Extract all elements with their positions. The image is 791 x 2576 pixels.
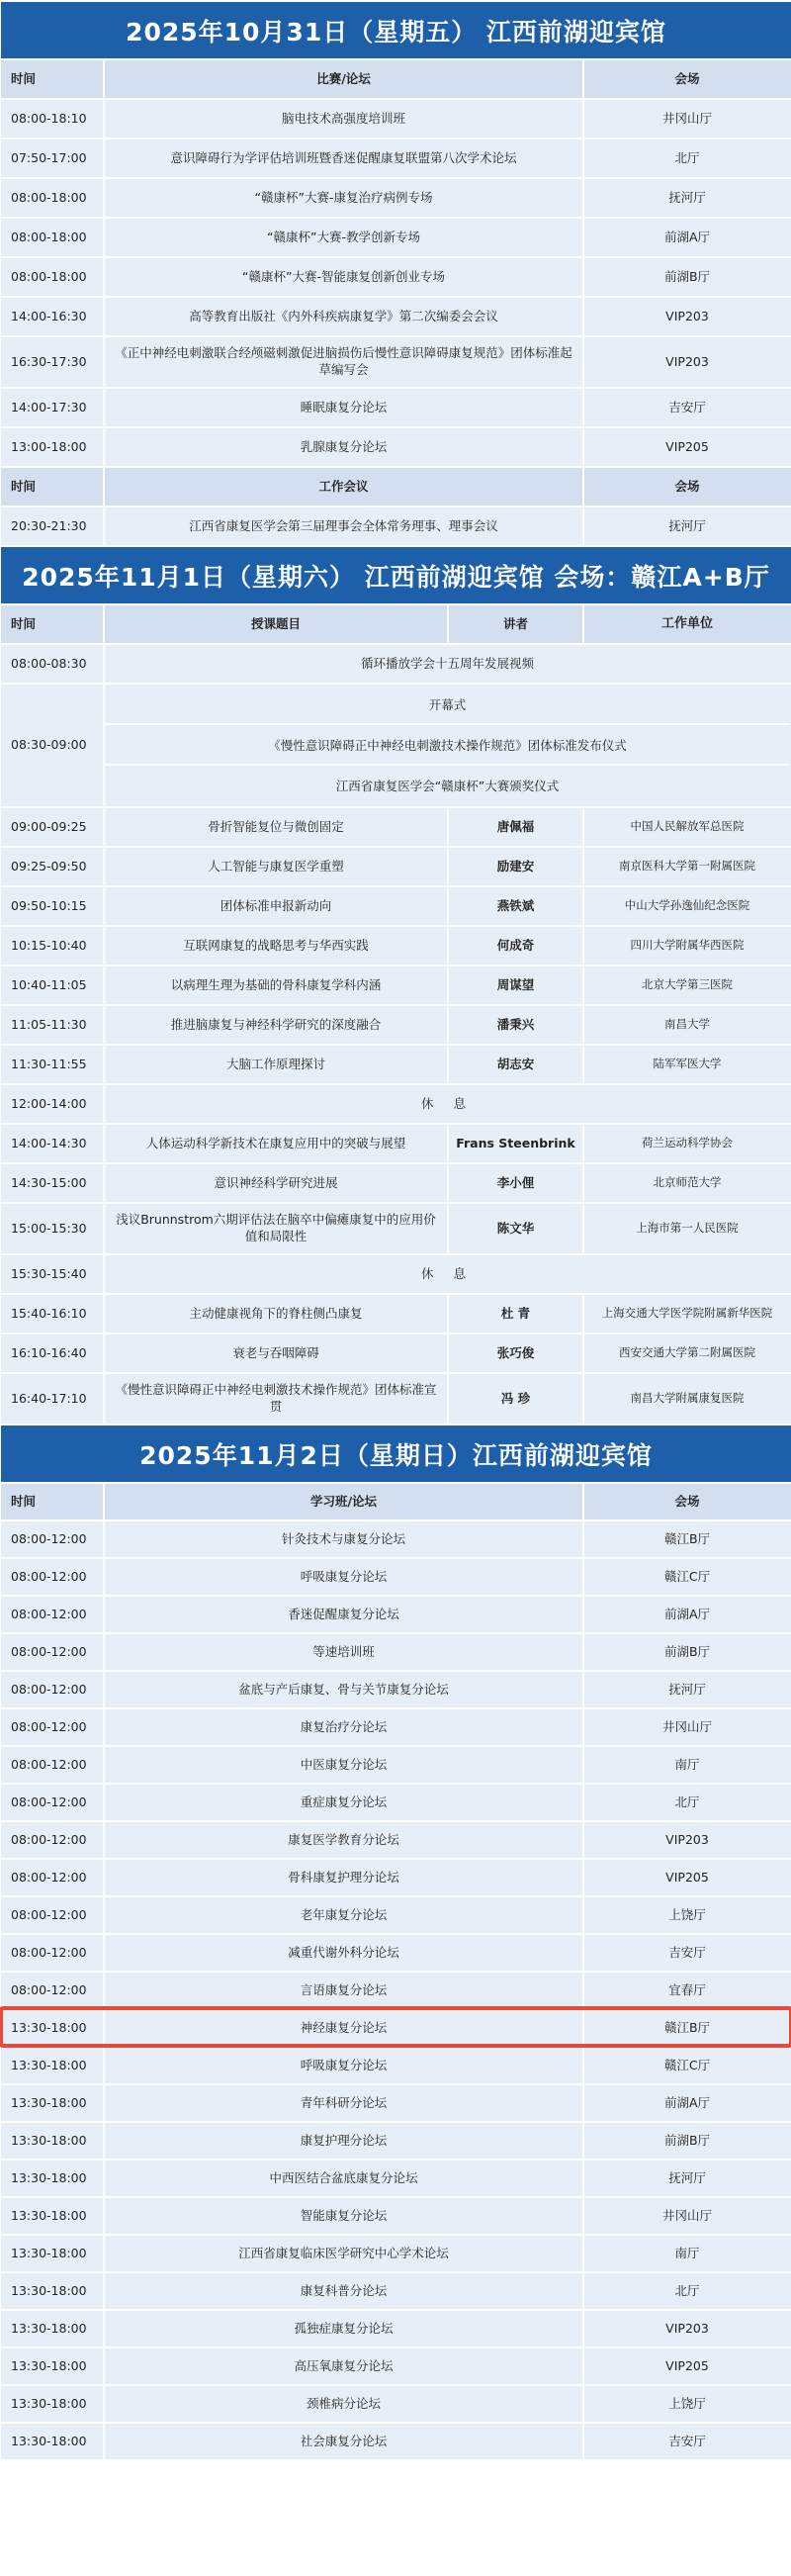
table-row [1,1670,791,1707]
row-time: 13:30-18:00 [1,2311,105,2346]
group-item: 江西省康复医学会“赣康杯”大赛颁奖仪式 [105,764,790,804]
row-venue: 北厅 [674,149,700,165]
header2-main: 工作会议 [105,468,584,506]
day3-rows [1,1519,791,2459]
row-time: 13:30-18:00 [1,2048,105,2083]
row-time: 08:00-12:00 [1,1521,105,1557]
row-time: 07:50-17:00 [1,139,105,177]
row-speaker: 燕铁斌 [449,887,584,925]
row-org: 荷兰运动科学协会 [642,1136,733,1150]
day1-header2-row [1,466,791,506]
row-topic: 人体运动科学新技术在康复应用中的突破与展望 [105,1125,449,1162]
table-row [1,1632,791,1670]
table-row [1,1820,791,1858]
row-time: 14:00-16:30 [1,298,105,335]
row-time: 11:30-11:55 [1,1046,105,1083]
day1-header-row [1,58,791,98]
row-time: 08:00-12:00 [1,1747,105,1783]
row-venue: 前湖B厅 [663,268,711,284]
table-row [1,1933,791,1971]
row-time: 09:50-10:15 [1,887,105,925]
row-time: 13:30-18:00 [1,2386,105,2422]
table-row [1,98,791,138]
row-time: 10:40-11:05 [1,966,105,1004]
header-venue: 会场 [674,1493,700,1509]
row-time: 08:00-12:00 [1,1597,105,1632]
row-speaker: 杜 青 [449,1295,584,1333]
row-org: 中国人民解放军总医院 [630,819,745,834]
row-topic: 以病理生理为基础的骨科康复学科内涵 [105,966,449,1004]
table-row [1,1783,791,1820]
row-title: 智能康复分论坛 [105,2198,584,2234]
table-row [1,1162,791,1202]
table-row [1,885,791,925]
day1-rows2 [1,506,791,545]
group-item: 《慢性意识障碍正中神经电刺激技术操作规范》团体标准发布仪式 [105,723,790,764]
row-venue: 赣江B厅 [663,1530,711,1546]
table-row [1,1044,791,1083]
row-org: 北京师范大学 [653,1175,722,1190]
row-venue: VIP203 [665,353,709,369]
row-title: 江西省康复临床医学研究中心学术论坛 [105,2236,584,2271]
day2-rows-c [1,1293,791,1424]
table-row [1,1745,791,1783]
day3-title: 2025年11月2日（星期日）江西前湖迎宾馆 [139,1440,653,1470]
row-title: 康复医学教育分论坛 [105,1822,584,1858]
row-time: 16:40-17:10 [1,1374,105,1424]
row-topic: 互联网康复的战略思考与华西实践 [105,927,449,965]
row-topic: 衰老与吞咽障碍 [105,1334,449,1372]
row-title: 脑电技术高强度培训班 [105,100,584,138]
row-title: 高等教育出版社《内外科疾病康复学》第二次编委会会议 [105,298,584,335]
day2-rows-b [1,1123,791,1253]
row-speaker: 何成奇 [449,927,584,965]
row-venue: 赣江B厅 [663,2019,711,2035]
row-venue: 北厅 [674,1794,700,1809]
row-title: 江西省康复医学会第三届理事会全体常务理事、理事会议 [105,507,584,545]
row-speaker: 潘秉兴 [449,1006,584,1044]
row-org: 中山大学孙逸仙纪念医院 [624,898,750,913]
row-speaker: 胡志安 [449,1046,584,1083]
table-row [1,1123,791,1162]
row-org: 南昌大学 [664,1017,710,1032]
row-time: 09:25-09:50 [1,848,105,885]
row-venue: 抚河厅 [668,517,706,533]
row-title: 康复科普分论坛 [105,2273,584,2309]
row-time: 13:00-18:00 [1,428,105,466]
row-time: 13:30-18:00 [1,2236,105,2271]
table-row [1,1293,791,1333]
row-speaker: 唐佩福 [449,808,584,846]
row-title: 等速培训班 [105,1634,584,1670]
row-title: “赣康杯”大赛-康复治疗病例专场 [105,179,584,217]
table-row [1,965,791,1004]
row-time: 13:30-18:00 [1,2198,105,2234]
row-speaker: 周谋望 [449,966,584,1004]
row-org: 西安交通大学第二附属医院 [619,1345,755,1360]
row-title: “赣康杯”大赛-智能康复创新创业专场 [105,258,584,296]
table-row [1,1895,791,1933]
day2-rows [1,806,791,1083]
row-time: 16:10-16:40 [1,1334,105,1372]
header-venue: 会场 [674,70,700,86]
row-speaker: 陈文华 [449,1204,584,1253]
break-time: 15:30-15:40 [1,1255,105,1293]
row-org: 北京大学第三医院 [642,977,733,992]
row-speaker: Frans Steenbrink [449,1125,584,1162]
day2-title: 2025年11月1日（星期六） 江西前湖迎宾馆 会场：赣江A+B厅 [22,562,770,592]
table-row [1,806,791,846]
row-time: 16:30-17:30 [1,337,105,387]
row-time: 08:00-08:30 [1,645,105,683]
table-row [1,1971,791,2008]
table-row [1,1004,791,1044]
break-label: 休 息 [421,1265,474,1281]
table-row [1,1858,791,1895]
break-label: 休 息 [421,1095,474,1111]
row-title: 呼吸康复分论坛 [105,1559,584,1595]
row-org: 四川大学附属华西医院 [630,938,745,953]
row-venue: 赣江C厅 [663,1568,711,1584]
row-venue: 前湖A厅 [663,229,711,244]
row-venue: 南厅 [674,1756,700,1772]
table-row [1,217,791,256]
row-title: 睡眠康复分论坛 [105,389,584,426]
table-row [1,925,791,965]
break-row [1,1083,791,1123]
break-row [1,1253,791,1293]
table-row [1,2271,791,2309]
row-time: 15:40-16:10 [1,1295,105,1333]
row-time: 08:00-12:00 [1,1559,105,1595]
row-org: 陆军军医大学 [653,1057,722,1071]
table-row [1,2346,791,2384]
header-main: 比赛/论坛 [105,60,584,98]
table-row [1,2083,791,2121]
row-title: 骨科康复护理分论坛 [105,1860,584,1895]
row-time: 20:30-21:30 [1,507,105,545]
row-venue: 上饶厅 [668,2395,706,2411]
row-venue: 抚河厅 [668,189,706,205]
row-time: 14:00-14:30 [1,1125,105,1162]
row-title: 减重代谢外科分论坛 [105,1935,584,1971]
row-title: 呼吸康复分论坛 [105,2048,584,2083]
table-row [1,2234,791,2271]
row-title: 针灸技术与康复分论坛 [105,1521,584,1557]
row-speaker: 励建安 [449,848,584,885]
day1-banner [1,0,791,58]
row-title: 高压氧康复分论坛 [105,2348,584,2384]
header-time: 时间 [1,60,105,98]
table-row [1,2159,791,2196]
table-row [1,1707,791,1745]
row-title: 言语康复分论坛 [105,1973,584,2008]
group-item: 开幕式 [428,696,467,712]
header-speaker: 讲者 [449,605,584,643]
row-time: 08:00-18:00 [1,179,105,217]
row-time: 15:00-15:30 [1,1204,105,1253]
table-row [1,2422,791,2459]
table-row [1,1557,791,1595]
row-time: 13:30-18:00 [1,2085,105,2121]
table-row [1,2384,791,2422]
row-venue: 井冈山厅 [661,2207,712,2223]
row-venue: 南厅 [674,2245,700,2260]
table-row [1,177,791,217]
row-org: 上海交通大学医学院附属新华医院 [601,1306,773,1321]
row-speaker: 李小俚 [449,1164,584,1202]
row-time: 13:30-18:00 [1,2123,105,2159]
row-title: 中西医结合盆底康复分论坛 [105,2161,584,2196]
group-items [105,685,790,806]
row-venue: 上饶厅 [668,1906,706,1922]
day2-header-row [1,603,791,643]
row-span: 循环播放学会十五周年发展视频 [360,655,534,671]
header-time: 时间 [1,1484,105,1519]
row-title: 乳腺康复分论坛 [105,428,584,466]
row-org: 南昌大学附属康复医院 [630,1391,745,1406]
table-row [1,256,791,296]
day2-banner [1,545,791,603]
header-time: 时间 [1,605,105,643]
row-time: 08:00-18:00 [1,258,105,296]
row-time: 08:00-12:00 [1,1897,105,1933]
row-topic: 大脑工作原理探讨 [105,1046,449,1083]
row-time: 08:00-18:10 [1,100,105,138]
row-time: 09:00-09:25 [1,808,105,846]
row-time: 08:00-12:00 [1,1709,105,1745]
row-speaker: 冯 珍 [449,1374,584,1424]
row-title: 社会康复分论坛 [105,2424,584,2459]
row-time: 08:00-12:00 [1,1785,105,1820]
day3-banner [1,1424,791,1482]
row-topic: 骨折智能复位与微创固定 [105,808,449,846]
row-venue: 前湖A厅 [663,1606,711,1621]
row-title: 康复治疗分论坛 [105,1709,584,1745]
row-title: 神经康复分论坛 [105,2010,584,2046]
table-row [1,506,791,545]
row-venue: VIP203 [665,2320,709,2336]
row-topic: 浅议Brunnstrom六期评估法在脑卒中偏瘫康复中的应用价值和局限性 [105,1204,449,1253]
row-title: 老年康复分论坛 [105,1897,584,1933]
table-row [1,387,791,426]
row-venue: 前湖B厅 [663,1643,711,1659]
row-title: 孤独症康复分论坛 [105,2311,584,2346]
row-venue: 抚河厅 [668,2169,706,2185]
row-org: 上海市第一人民医院 [636,1221,739,1236]
row-venue: 吉安厅 [668,2433,706,2448]
row-topic: 主动健康视角下的脊柱侧凸康复 [105,1295,449,1333]
row-time: 13:30-18:00 [1,2010,105,2046]
row-title: 颈椎病分论坛 [105,2386,584,2422]
row-venue: VIP205 [665,438,709,454]
row-venue: 吉安厅 [668,399,706,414]
row-venue: 井冈山厅 [661,1718,712,1734]
table-row [1,296,791,335]
row-venue: 前湖A厅 [663,2094,711,2110]
row-title: 香迷促醒康复分论坛 [105,1597,584,1632]
header-topic: 授课题目 [105,605,449,643]
row-title: 中医康复分论坛 [105,1747,584,1783]
row-venue: 井冈山厅 [661,110,712,126]
row-venue: 抚河厅 [668,1681,706,1697]
table-row [1,1372,791,1424]
row-time: 08:00-12:00 [1,1935,105,1971]
header-org: 工作单位 [660,616,713,632]
row-time: 11:05-11:30 [1,1006,105,1044]
row-topic: 人工智能与康复医学重塑 [105,848,449,885]
row-topic: 推进脑康复与神经科学研究的深度融合 [105,1006,449,1044]
row-title: 重症康复分论坛 [105,1785,584,1820]
row-title: 盆底与产后康复、骨与关节康复分论坛 [105,1672,584,1707]
opening-group [1,683,791,806]
day1-rows [1,98,791,466]
row-time: 08:00-12:00 [1,1973,105,2008]
table-row [1,2046,791,2083]
table-row [1,138,791,177]
row-topic: 团体标准申报新动向 [105,887,449,925]
row-venue: VIP203 [665,1831,709,1847]
header-main: 学习班/论坛 [105,1484,584,1519]
table-row [1,2121,791,2159]
table-row [1,335,791,387]
row-venue: VIP205 [665,2357,709,2373]
row-time: 13:30-18:00 [1,2273,105,2309]
row-title: 康复护理分论坛 [105,2123,584,2159]
row-venue: VIP203 [665,308,709,323]
table-row [1,1333,791,1372]
row-time: 13:30-18:00 [1,2161,105,2196]
row-title: 意识障碍行为学评估培训班暨香迷促醒康复联盟第八次学术论坛 [105,139,584,177]
row-venue: 宜春厅 [668,1981,706,1997]
row-time: 13:30-18:00 [1,2424,105,2459]
row-topic: 意识神经科学研究进展 [105,1164,449,1202]
row-venue: 吉安厅 [668,1944,706,1960]
row-org: 南京医科大学第一附属医院 [619,859,755,874]
row-topic: 《慢性意识障碍正中神经电刺激技术操作规范》团体标准宣贯 [105,1374,449,1424]
day1-title: 2025年10月31日（星期五） 江西前湖迎宾馆 [126,17,666,46]
table-row [1,846,791,885]
row-speaker: 张巧俊 [449,1334,584,1372]
table-row [1,1595,791,1632]
break-time: 12:00-14:00 [1,1085,105,1123]
table-row [1,426,791,466]
row-time: 08:00-12:00 [1,1672,105,1707]
group-time: 08:30-09:00 [1,685,105,806]
row-title: “赣康杯”大赛-教学创新专场 [105,219,584,256]
row-time: 08:00-12:00 [1,1634,105,1670]
highlighted-row [1,2008,791,2046]
row-title: 青年科研分论坛 [105,2085,584,2121]
row-time: 08:00-18:00 [1,219,105,256]
row-time: 08:00-12:00 [1,1860,105,1895]
row-time: 14:00-17:30 [1,389,105,426]
row-time: 08:00-12:00 [1,1822,105,1858]
row-title: 《正中神经电刺激联合经颅磁刺激促进脑损伤后慢性意识障碍康复规范》团体标准起草编写会 [105,337,584,387]
row-time: 14:30-15:00 [1,1164,105,1202]
row-time: 10:15-10:40 [1,927,105,965]
day3-header-row [1,1482,791,1519]
row-venue: 北厅 [674,2282,700,2298]
table-row [1,2309,791,2346]
table-row [1,1519,791,1557]
header2-time: 时间 [1,468,105,506]
table-row [1,643,791,683]
table-row [1,2196,791,2234]
row-time: 13:30-18:00 [1,2348,105,2384]
row-venue: VIP205 [665,1869,709,1885]
row-venue: 赣江C厅 [663,2057,711,2072]
table-row [1,1202,791,1253]
header2-venue: 会场 [674,478,700,494]
row-venue: 前湖B厅 [663,2132,711,2148]
